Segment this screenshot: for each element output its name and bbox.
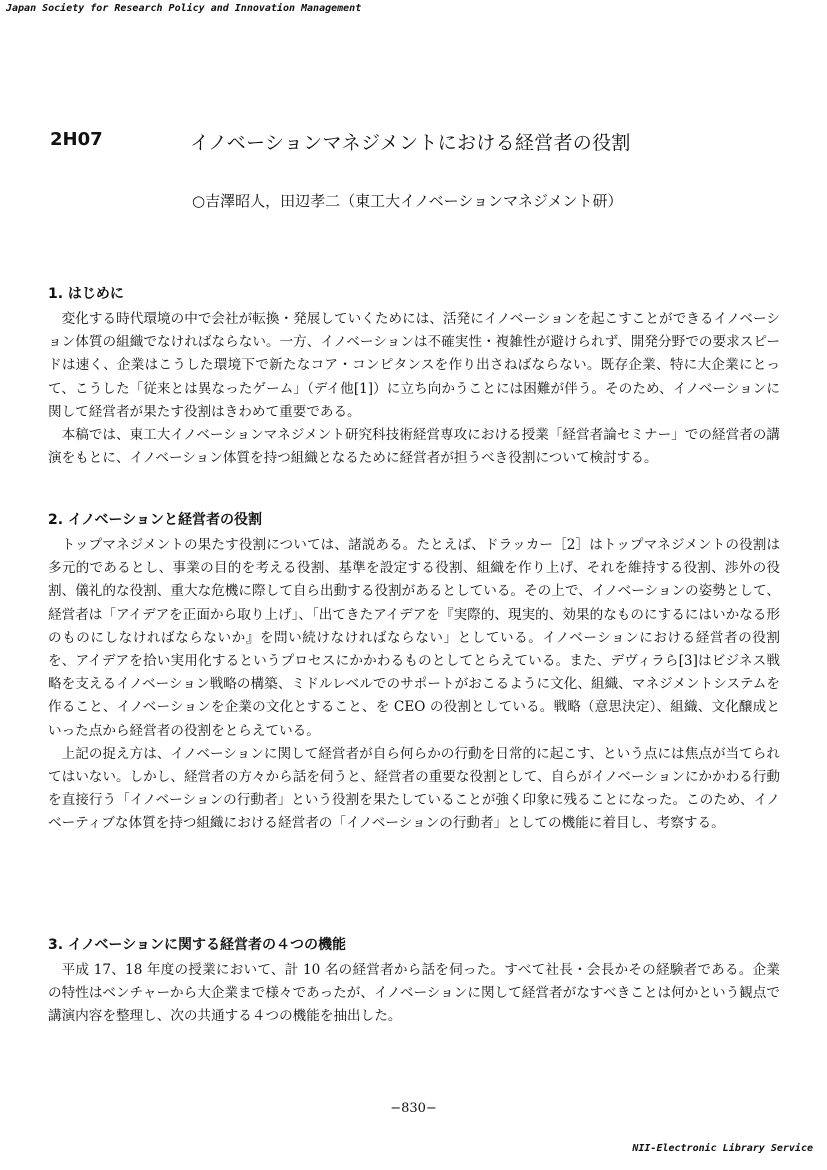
paper-code: 2H07 (50, 129, 103, 150)
section-innovation-and-executive-role (48, 510, 780, 836)
section-heading: 3. イノベーションに関する経営者の４つの機能 (48, 937, 346, 953)
section-introduction (48, 284, 780, 470)
library-service-footer: NII-Electronic Library Service (632, 1143, 813, 1154)
paper-title: イノベーションマネジメントにおける経営者の役割 (190, 132, 631, 154)
section-four-functions (48, 935, 780, 1029)
paragraph: 本稿では、東工大イノベーションマネジメント研究科技術経営専攻における授業「経営者論セミナー」での経営者の講演をもとに、イノベーション体質を持つ組織となるために経営者が担うべき役割について検討する。 (48, 427, 780, 467)
paragraph: 平成 17、18 年度の授業において、計 10 名の経営者から話を伺った。すべて社長・会長かその経験者である。企業の特性はベンチャーから大企業まで様々であったが、イノベーションに関して経営者がなすべきことは何かという観点で講演内容を整理し、次の共通する４つの機能を抽出した。 (48, 962, 780, 1025)
section-heading: 1. はじめに (48, 286, 124, 302)
paragraph: トップマネジメントの果たす役割については、諸説ある。たとえば、ドラッカー［2］はトップマネジメントの役割は多元的であるとし、事業の目的を考える役割、基準を設定する役割、組織を作り上げ、それを維持する役割、渉外の役割、儀礼的な役割、重大な危機に際して自ら出動する役割があるとしている。その上で、イノベーションの姿勢として、経営者は「アイデアを正面から取り上げ」、「出てきたアイデアを『実際的、現実的、効果的なものにするにはいかなる形のものにしなければならないか』を問い続けなければならない」としている。イノベーションにおける経営者の役割を、アイデアを拾い実用化するというプロセスにかかわるものとしてとらえている。また、デヴィラら[3]はビジネス戦略を支えるイノベーション戦略の構築、ミドルレベルでのサポートがおこるように文化、組織、マネジメントシステムを作ること、イノベーションを企業の文化とすること、を CEO の役割としている。戦略（意思決定）、組織、文化醸成といった点から経営者の役割をとらえている。 (48, 537, 780, 739)
section-heading: 2. イノベーションと経営者の役割 (48, 512, 262, 528)
paper-authors: ○吉澤昭人，田辺孝二（東工大イノベーションマネジメント研） (192, 192, 623, 210)
page-number: −830− (390, 1101, 437, 1116)
paragraph: 変化する時代環境の中で会社が転換・発展していくためには、活発にイノベーションを起こすことができるイノベーション体質の組織でなければならない。一方、イノベーションは不確実性・複雑性が避けられず、開発分野での要求スピードは速く、企業はこうした環境下で新たなコア・コンピタンスを作り出さねばならない。既存企業、特に大企業にとって、こうした「従来とは異なったゲーム」（デイ他[1]）に立ち向かうことには困難が伴う。そのため、イノベーションに関して経営者が果たす役割はきわめて重要である。 (48, 311, 780, 420)
society-header: Japan Society for Research Policy and Innovation Management (6, 3, 362, 14)
paragraph: 上記の捉え方は、イノベーションに関して経営者が自ら何らかの行動を日常的に起こす、という点には焦点が当てられてはいない。しかし、経営者の方々から話を伺うと、経営者の重要な役割として、自らがイノベーションにかかわる行動を直接行う「イノベーションの行動者」という役割を果たしていることが強く印象に残ることになった。このため、イノベーティブな体質を持つ組織における経営者の「イノベーションの行動者」としての機能に着目し、考察する。 (48, 745, 780, 832)
